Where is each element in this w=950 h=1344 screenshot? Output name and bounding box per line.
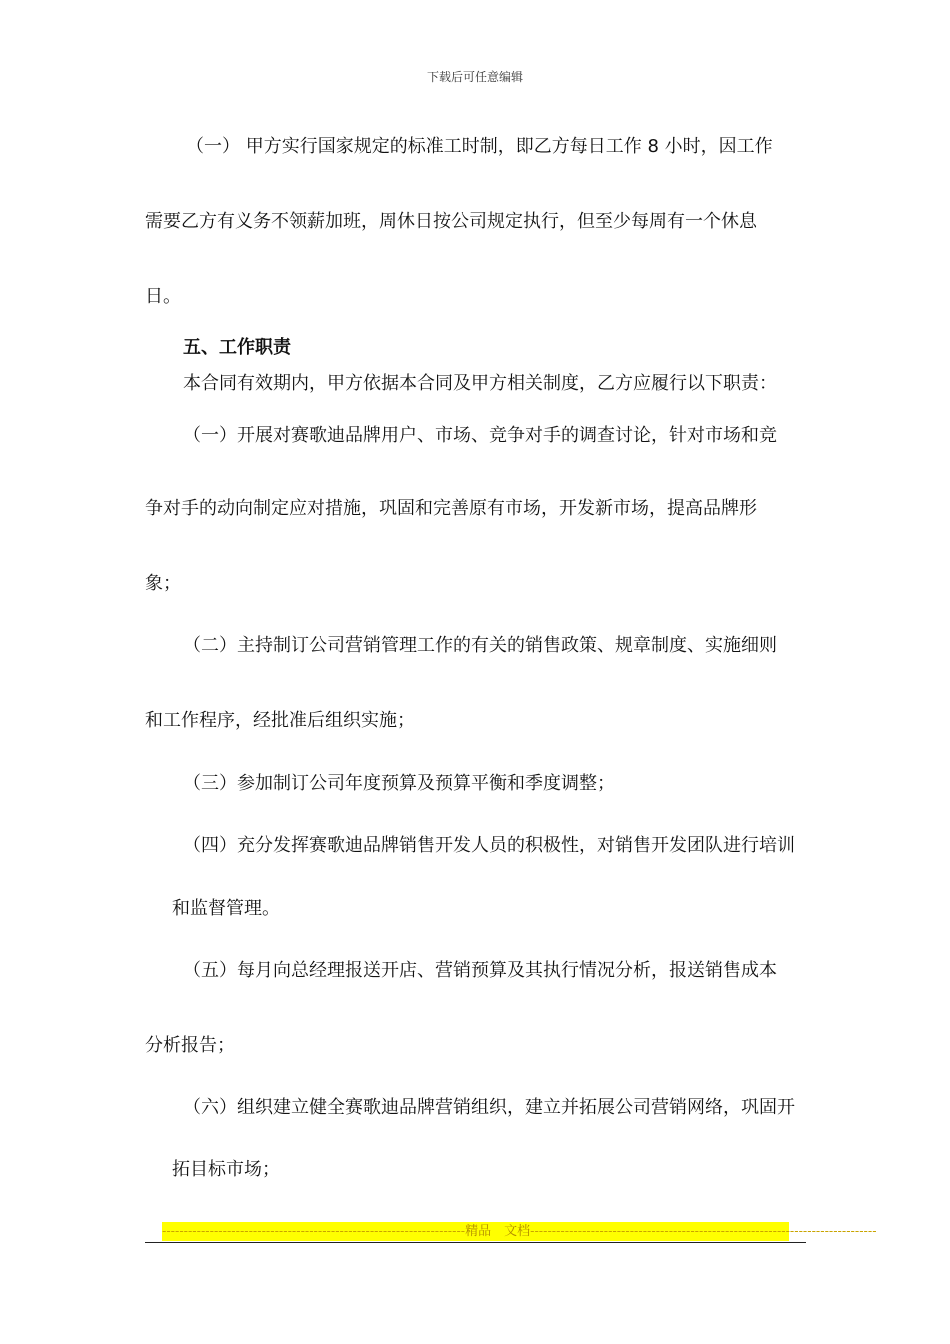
paragraph-line: （三）参加制订公司年度预算及预算平衡和季度调整； [183,773,615,794]
paragraph-line: 象； [145,573,181,594]
paragraph-line: （四）充分发挥赛歌迪品牌销售开发人员的积极性，对销售开发团队进行培训 [183,835,795,856]
paragraph-line: 和工作程序，经批准后组织实施； [145,710,415,731]
footer-right-dashes: -------------------------------------------------------------------------------- [530,1224,877,1238]
paragraph-line: 拓目标市场； [172,1159,280,1180]
paragraph-line: （一） 甲方实行国家规定的标准工时制，即乙方每日工作 8 小时，因工作 [186,136,773,157]
footer-banner [162,1222,877,1241]
paragraph-line: 本合同有效期内，甲方依据本合同及甲方相关制度，乙方应履行以下职责： [183,373,777,394]
footer-center-text: 精品 文档 [465,1224,531,1239]
section-heading: 五、工作职责 [183,337,291,358]
paragraph-line: （五）每月向总经理报送开店、营销预算及其执行情况分析，报送销售成本 [183,960,777,981]
footer-divider [145,1242,806,1243]
paragraph-line: （一）开展对赛歌迪品牌用户、市场、竞争对手的调查讨论，针对市场和竞 [183,425,777,446]
paragraph-line: 和监督管理。 [172,898,280,919]
footer-left-dashes: ---------------------------------------------------------------------- [162,1224,466,1238]
page-header: 下载后可任意编辑 [426,70,523,84]
paragraph-line: （六）组织建立健全赛歌迪品牌营销组织，建立并拓展公司营销网络，巩固开 [183,1097,795,1118]
paragraph-line: 分析报告； [145,1035,235,1056]
paragraph-line: 需要乙方有义务不领薪加班，周休日按公司规定执行，但至少每周有一个休息 [145,211,757,232]
paragraph-line: （二）主持制订公司营销管理工作的有关的销售政策、规章制度、实施细则 [183,635,777,656]
paragraph-line: 日。 [145,286,181,307]
paragraph-line: 争对手的动向制定应对措施，巩固和完善原有市场，开发新市场，提高品牌形 [145,498,757,519]
